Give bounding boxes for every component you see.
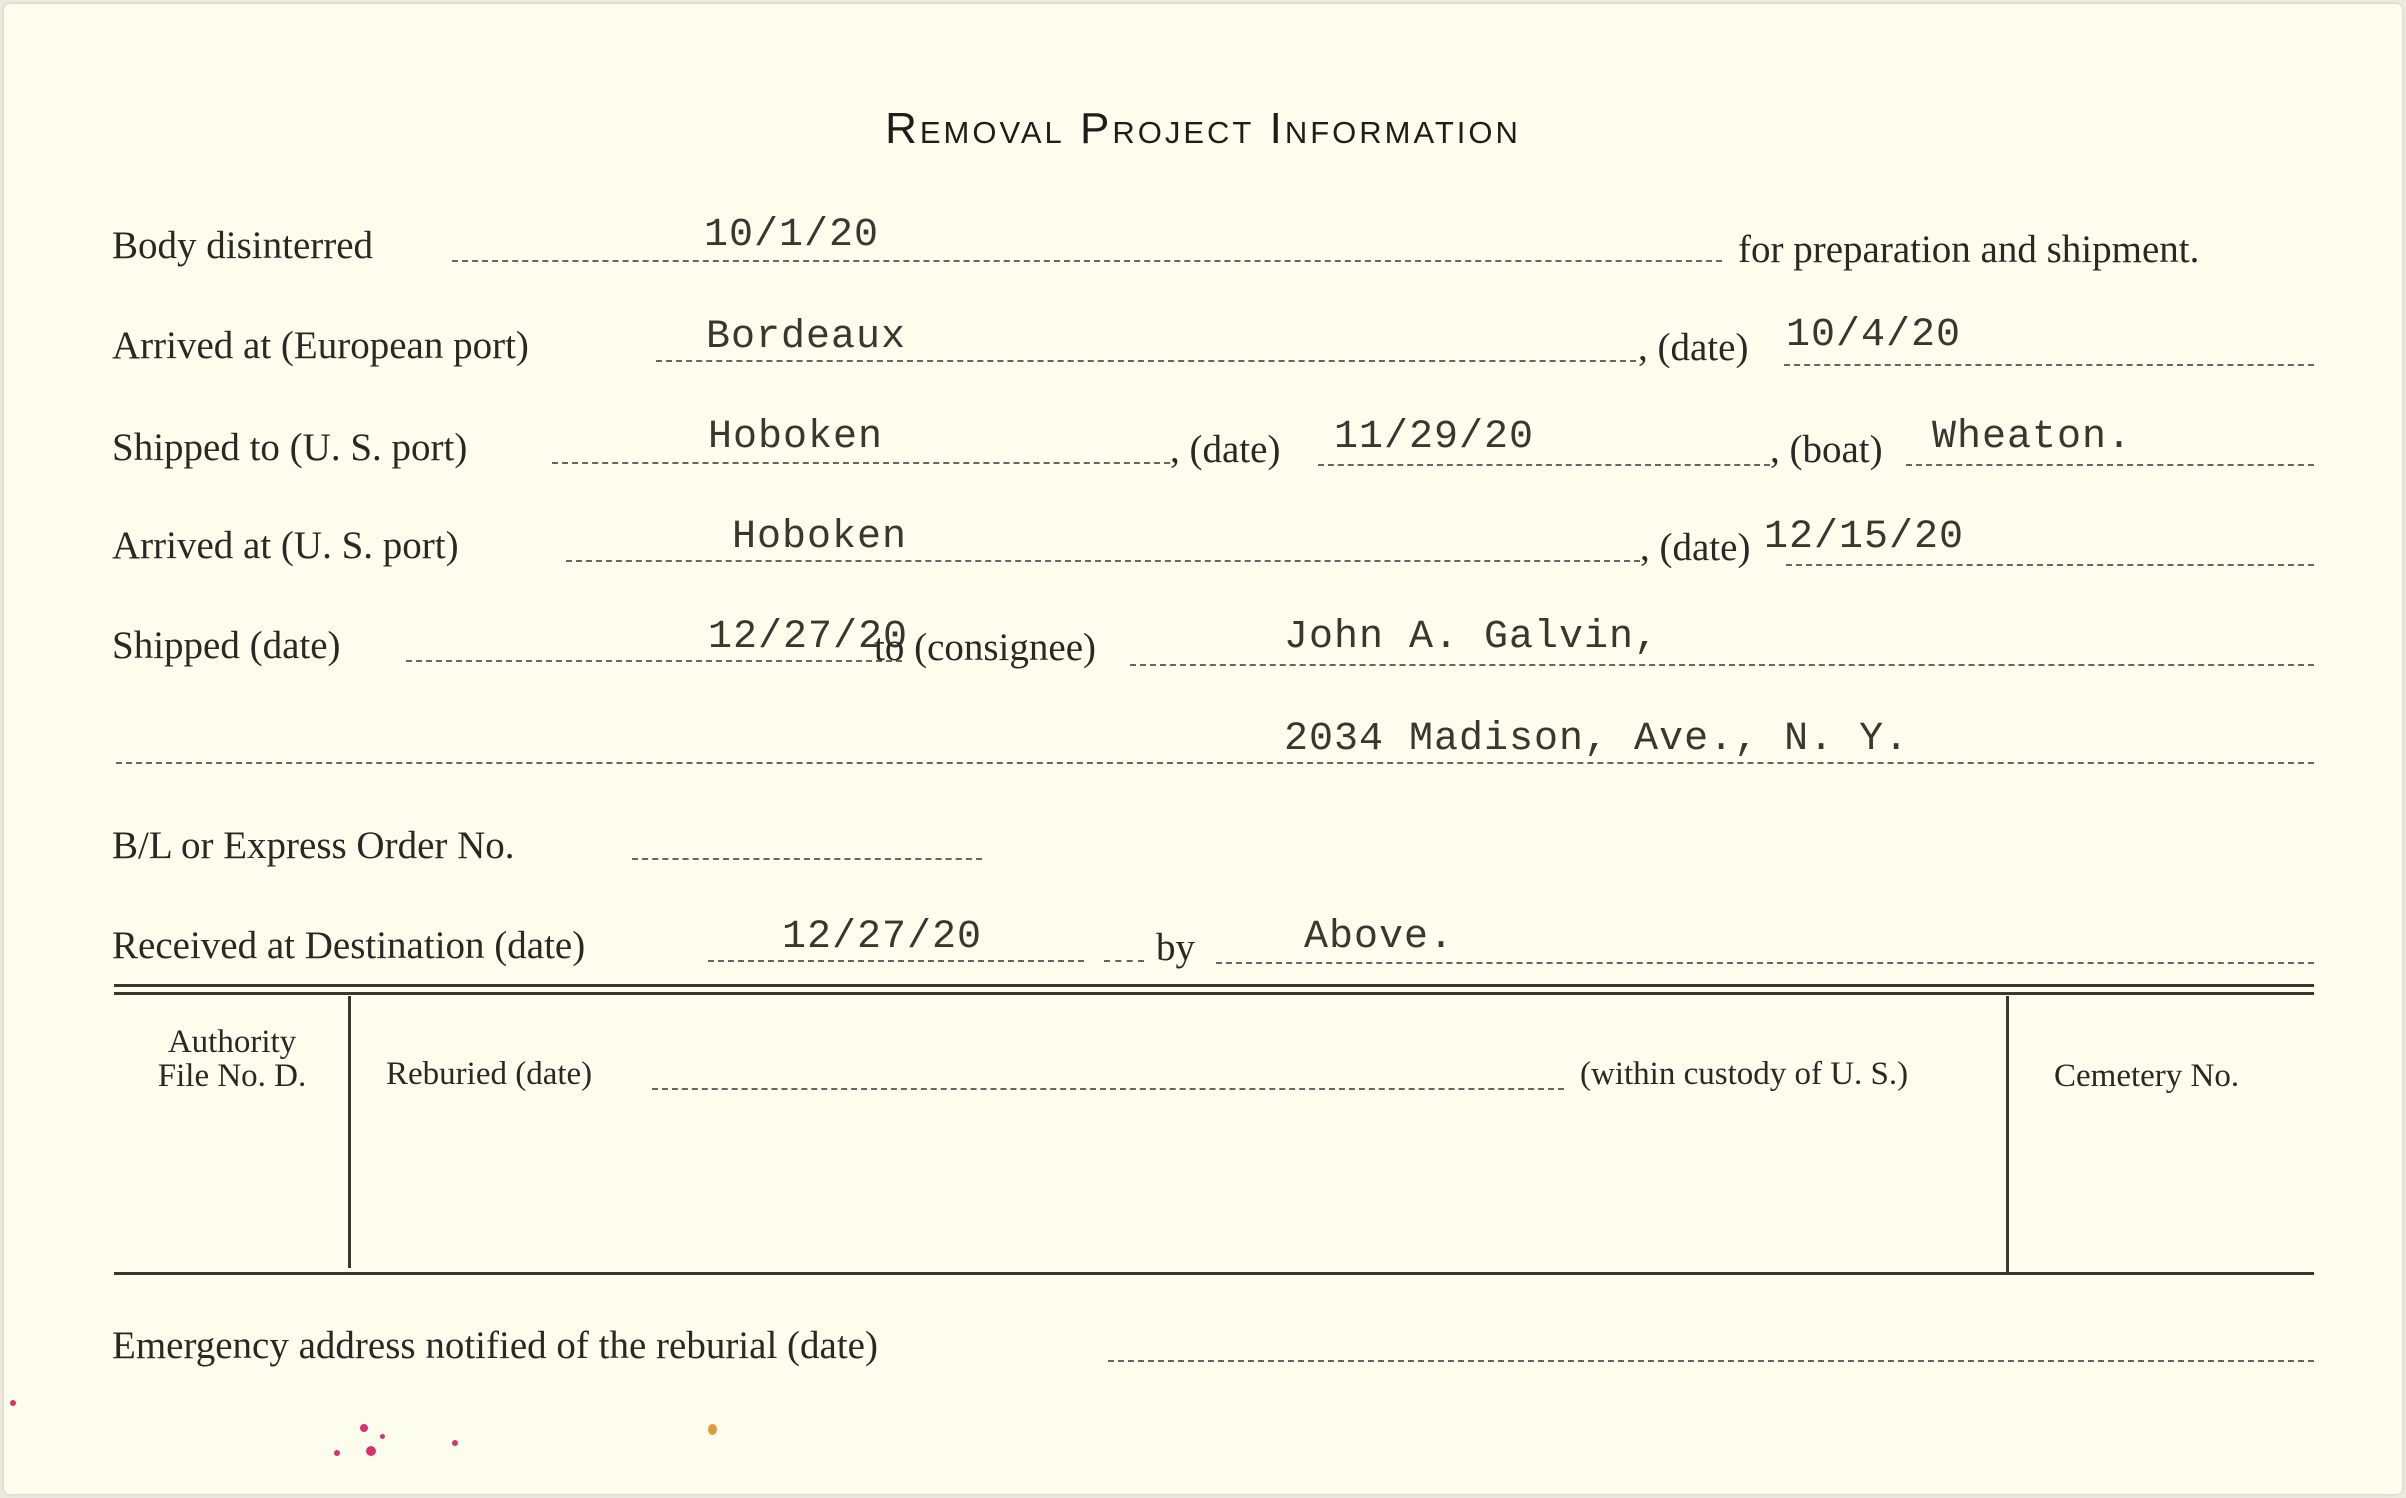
shipped-date-label: Shipped (date) (112, 624, 341, 667)
arrived-european-label: Arrived at (European port) (112, 324, 529, 367)
bl-order-line (632, 858, 982, 860)
shipped-to-date-label: , (date) (1170, 428, 1281, 471)
record-card (4, 4, 2402, 1494)
box-top-rule-1 (114, 984, 2314, 987)
consignee-value: John A. Galvin, (1284, 615, 1660, 660)
arrived-european-line (656, 360, 1636, 362)
ink-spot (360, 1424, 368, 1432)
disinterred-line (452, 260, 1722, 262)
ink-spot (334, 1450, 340, 1456)
shipped-to-label: Shipped to (U. S. port) (112, 426, 468, 469)
received-by-value: Above. (1304, 915, 1455, 960)
arrived-european-date-line (1784, 364, 2314, 366)
received-label: Received at Destination (date) (112, 924, 586, 967)
address-line (116, 762, 2314, 764)
arrived-us-label: Arrived at (U. S. port) (112, 524, 459, 567)
shipped-date-value: 12/27/20 (708, 615, 909, 660)
arrived-us-date-line (1786, 564, 2314, 566)
emergency-line (1108, 1360, 2314, 1362)
arrived-european-date-label: , (date) (1638, 326, 1749, 369)
reburied-label: Reburied (date) (386, 1056, 593, 1092)
received-gap-line (1104, 960, 1144, 962)
authority-label-line1: Authority (167, 1024, 297, 1060)
ink-spot (452, 1440, 458, 1446)
reburied-line (652, 1088, 1564, 1090)
shipped-to-value: Hoboken (708, 415, 884, 460)
arrived-us-line (566, 560, 1640, 562)
form-title: Removal Project Information (885, 104, 1521, 153)
box-divider-right (2006, 996, 2009, 1272)
emergency-label: Emergency address notified of the reburial (date) (112, 1324, 878, 1367)
shipped-to-boat-label: , (boat) (1770, 428, 1883, 471)
shipped-date-line (406, 660, 902, 662)
consignee-line (1130, 664, 2314, 666)
shipped-to-date-value: 11/29/20 (1334, 415, 1535, 460)
received-line (708, 960, 1084, 962)
disinterred-label: Body disinterred (112, 224, 374, 267)
custody-label: (within custody of U. S.) (1580, 1056, 1909, 1092)
shipped-to-date-line (1318, 464, 1770, 466)
received-by-label: by (1156, 926, 1195, 969)
cemetery-label: Cemetery No. (2054, 1058, 2240, 1094)
ink-spot (10, 1400, 16, 1406)
ink-spot (366, 1446, 376, 1456)
shipped-to-boat-line (1906, 464, 2314, 466)
disinterred-suffix: for preparation and shipment. (1738, 228, 2200, 271)
authority-label-line2: File No. D. (157, 1058, 307, 1094)
ink-spot (380, 1434, 385, 1439)
shipped-to-boat-value: Wheaton. (1932, 415, 2133, 460)
received-by-line (1216, 962, 2314, 964)
disinterred-value: 10/1/20 (704, 213, 880, 258)
arrived-european-value: Bordeaux (706, 315, 907, 360)
consignee-label: to (consignee) (874, 626, 1097, 669)
ink-spot (708, 1424, 717, 1435)
bl-order-label: B/L or Express Order No. (112, 824, 515, 867)
shipped-to-line (552, 462, 1170, 464)
received-value: 12/27/20 (782, 915, 983, 960)
arrived-us-date-label: , (date) (1640, 526, 1751, 569)
arrived-european-date-value: 10/4/20 (1786, 313, 1962, 358)
consignee-address-value: 2034 Madison, Ave., N. Y. (1284, 717, 1910, 762)
arrived-us-date-value: 12/15/20 (1764, 515, 1965, 560)
box-top-rule-2 (114, 992, 2314, 995)
box-bottom-rule (114, 1272, 2314, 1275)
arrived-us-value: Hoboken (732, 515, 908, 560)
